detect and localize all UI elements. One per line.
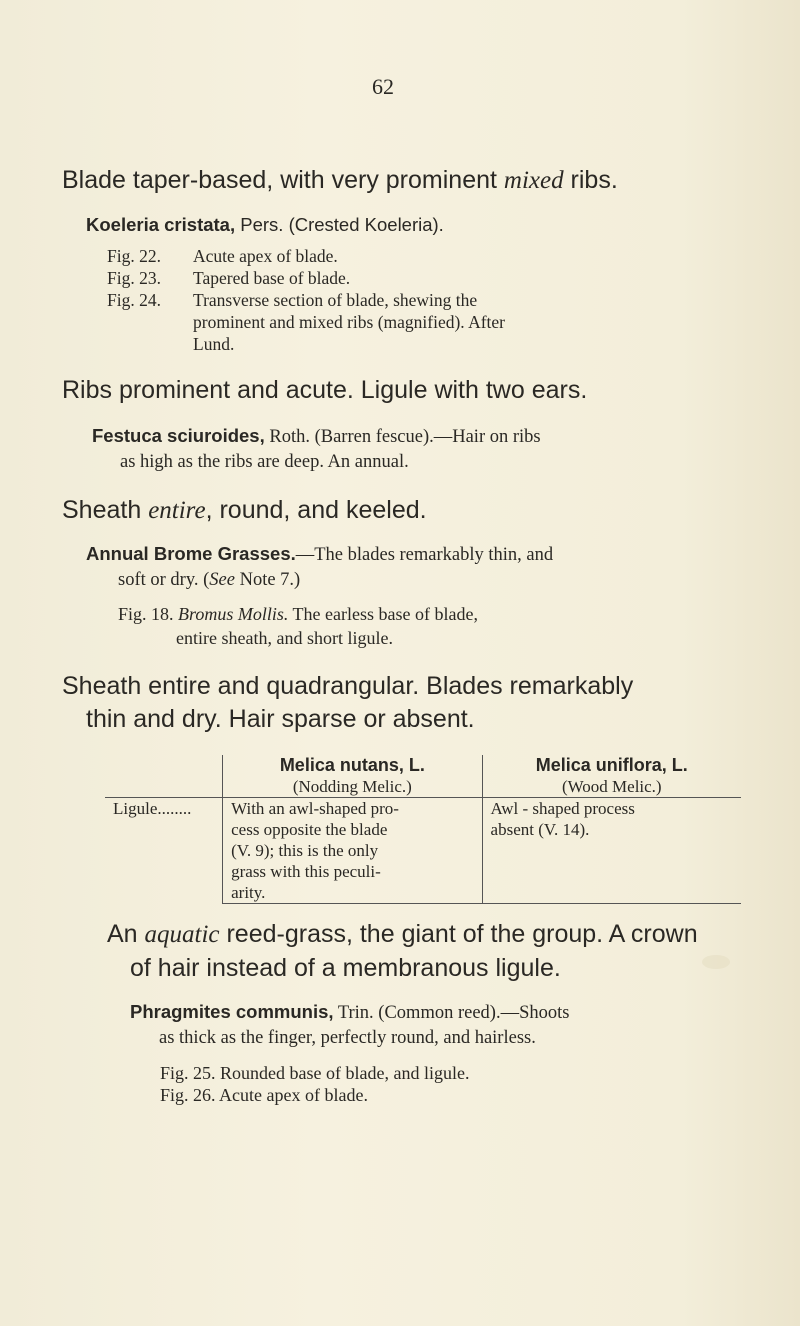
cell-line: cess opposite the blade (231, 820, 388, 839)
section-heading-quadrangular-line2: thin and dry. Hair sparse or absent. (86, 705, 475, 733)
figure-list-phragmites (160, 1062, 469, 1106)
paper-stain (702, 955, 730, 969)
fig-26: Fig. 26. Acute apex of blade. (160, 1085, 368, 1105)
row-label-ligule: Ligule........ (105, 798, 223, 904)
species-entry-brome: Annual Brome Grasses.—The blades remarkably thin, and (86, 543, 554, 565)
section-heading-mixed-ribs: Blade taper-based, with very prominent mixed ribs. (62, 166, 618, 194)
melica-nutans-common: (Nodding Melic.) (292, 777, 412, 796)
fig-24-cont2: Lund. (193, 334, 235, 354)
bottom-rule-1 (223, 904, 482, 905)
section-heading-aquatic: An aquatic reed-grass, the giant of the group. A crown (107, 920, 698, 948)
species-entry-festuca: Festuca sciuroides, Roth. (Barren fescue).—Hair on ribs (92, 425, 541, 447)
cell-melica-nutans-ligule (223, 798, 482, 904)
table-corner (105, 755, 223, 798)
figure-list-koeleria (107, 245, 747, 355)
fig-22: Fig. 22. Acute apex of blade. (107, 246, 338, 266)
fig-25: Fig. 25. Rounded base of blade, and ligule. (160, 1063, 470, 1083)
column-header-melica-nutans (223, 755, 482, 798)
cell-line: Awl - shaped process (490, 799, 635, 818)
column-header-melica-uniflora (482, 755, 741, 798)
section-heading-aquatic-line2: of hair instead of a membranous ligule. (130, 954, 561, 982)
page-number: 62 (372, 74, 394, 99)
species-entry-koeleria: Koeleria cristata, Pers. (Crested Koeleria). (86, 214, 444, 235)
species-entry-brome-cont: soft or dry. (See Note 7.) (118, 570, 301, 590)
fig-24: Fig. 24. Transverse section of blade, shewing the (107, 290, 478, 310)
cell-line: arity. (231, 883, 266, 902)
melica-nutans-name: Melica nutans, L. (279, 755, 425, 775)
cell-line: (V. 9); this is the only (231, 841, 379, 860)
species-entry-phragmites: Phragmites communis, Trin. (Common reed).—Shoots (130, 1001, 570, 1023)
section-heading-acute-ribs: Ribs prominent and acute. Ligule with two ears. (62, 376, 588, 404)
fig-18: Fig. 18. Bromus Mollis. The earless base of blade, (118, 604, 478, 624)
table-header-row (105, 755, 741, 798)
species-entry-phragmites-cont: as thick as the finger, perfectly round, and hairless. (159, 1028, 536, 1048)
bottom-rule-2 (482, 904, 741, 905)
species-entry-festuca-cont: as high as the ribs are deep. An annual. (120, 452, 409, 472)
cell-line: absent (V. 14). (490, 820, 590, 839)
table-bottom-rule (105, 904, 741, 905)
cell-melica-uniflora-ligule (482, 798, 741, 904)
melica-uniflora-name: Melica uniflora, L. (535, 755, 688, 775)
melica-uniflora-common: (Wood Melic.) (561, 777, 662, 796)
cell-line: With an awl-shaped pro- (231, 799, 399, 818)
fig-24-cont1: prominent and mixed ribs (magnified). After (193, 312, 506, 332)
cell-line: grass with this peculi- (231, 862, 381, 881)
table-row-ligule (105, 798, 741, 904)
melica-comparison-table (105, 755, 741, 904)
bottom-rule-blank (105, 904, 223, 905)
fig-18-cont: entire sheath, and short ligule. (176, 628, 393, 648)
section-heading-sheath-entire: Sheath entire, round, and keeled. (62, 496, 427, 524)
section-heading-quadrangular: Sheath entire and quadrangular. Blades remarkably (62, 672, 634, 700)
fig-23: Fig. 23. Tapered base of blade. (107, 268, 351, 288)
